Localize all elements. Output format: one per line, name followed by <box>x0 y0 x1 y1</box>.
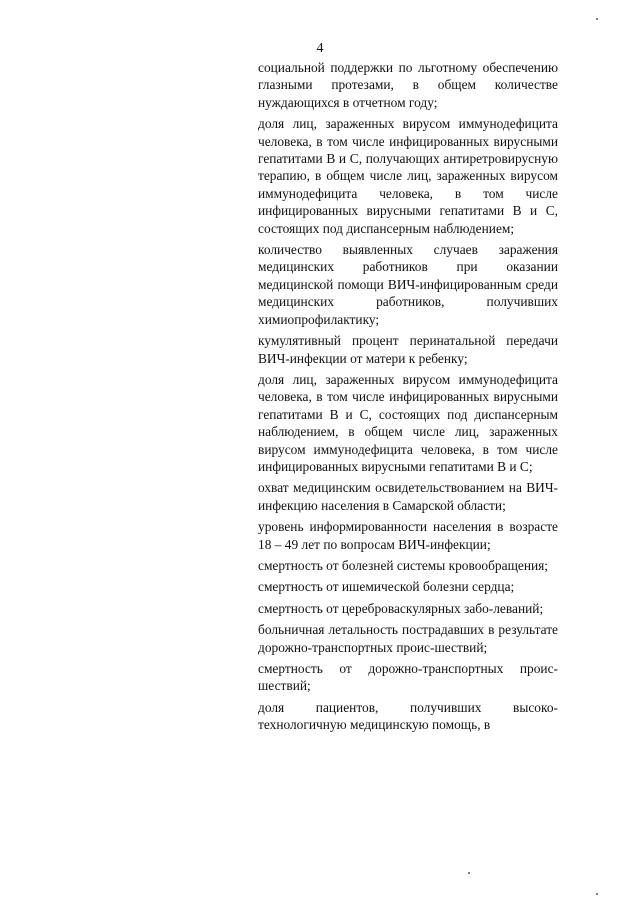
paragraph-cerebrovascular-mortality: смертность от цереброваскулярных забо-леваний; <box>258 600 544 616</box>
paragraph-medical-worker-infections: количество выявленных случаев заражения медицинских работников при оказании медицинской помощи ВИЧ-инфицированным среди медицинских работников, получивших химиопрофилактику; <box>258 242 558 327</box>
scan-speck <box>468 872 470 874</box>
scan-speck <box>596 893 598 895</box>
paragraph-eye-prosthesis-share: социальной поддержки по льготному обеспечению глазными протезами, в общем количестве нуждающихся в отчетном году; <box>258 60 558 110</box>
paragraph-hiv-antiretroviral-share: доля лиц, зараженных вирусом иммунодефицита человека, в том числе инфицированных вирусными гепатитами В и С, получающих антиретровирусную терапию, в общем числе лиц, зараженных вирусом иммунодефицита человека, в том числе инфицированных вирусными гепатитами В и С, состоящих под диспансерным наблюдением; <box>258 116 558 236</box>
paragraph-perinatal-transmission: кумулятивный процент перинатальной передачи ВИЧ-инфекции от матери к ребенку; <box>258 333 558 366</box>
paragraph-ischemic-mortality: смертность от ишемической болезни сердца; <box>258 579 515 595</box>
paragraph-high-tech-care-share: доля пациентов, получивших высоко-технологичную медицинскую помощь, в <box>258 699 558 733</box>
paragraph-road-accident-hospital-lethality: больничная летальность пострадавших в результате дорожно-транспортных проис-шествий; <box>258 622 558 655</box>
paragraph-hiv-awareness-level: уровень информированности населения в возрасте 18 – 49 лет по вопросам ВИЧ-инфекции; <box>258 519 558 552</box>
paragraph-hiv-dispensary-share: доля лиц, зараженных вирусом иммунодефицита человека, в том числе инфицированных вирусными гепатитами В и С, состоящих под диспансерным наблюдением, в общем числе лиц, зараженных вирусом иммунодефицита человека, в том числе инфицированных вирусными гепатитами В и С; <box>258 371 558 474</box>
page-number: 4 <box>316 41 324 56</box>
scan-speck <box>596 18 598 20</box>
paragraph-hiv-testing-coverage: охват медицинским освидетельствованием на ВИЧ-инфекцию населения в Самарской области; <box>258 480 558 513</box>
paragraph-road-accident-mortality: смертность от дорожно-транспортных проис-шествий; <box>258 661 558 694</box>
document-body <box>258 59 558 738</box>
paragraph-cardiovascular-mortality: смертность от болезней системы кровообращения; <box>258 557 549 573</box>
